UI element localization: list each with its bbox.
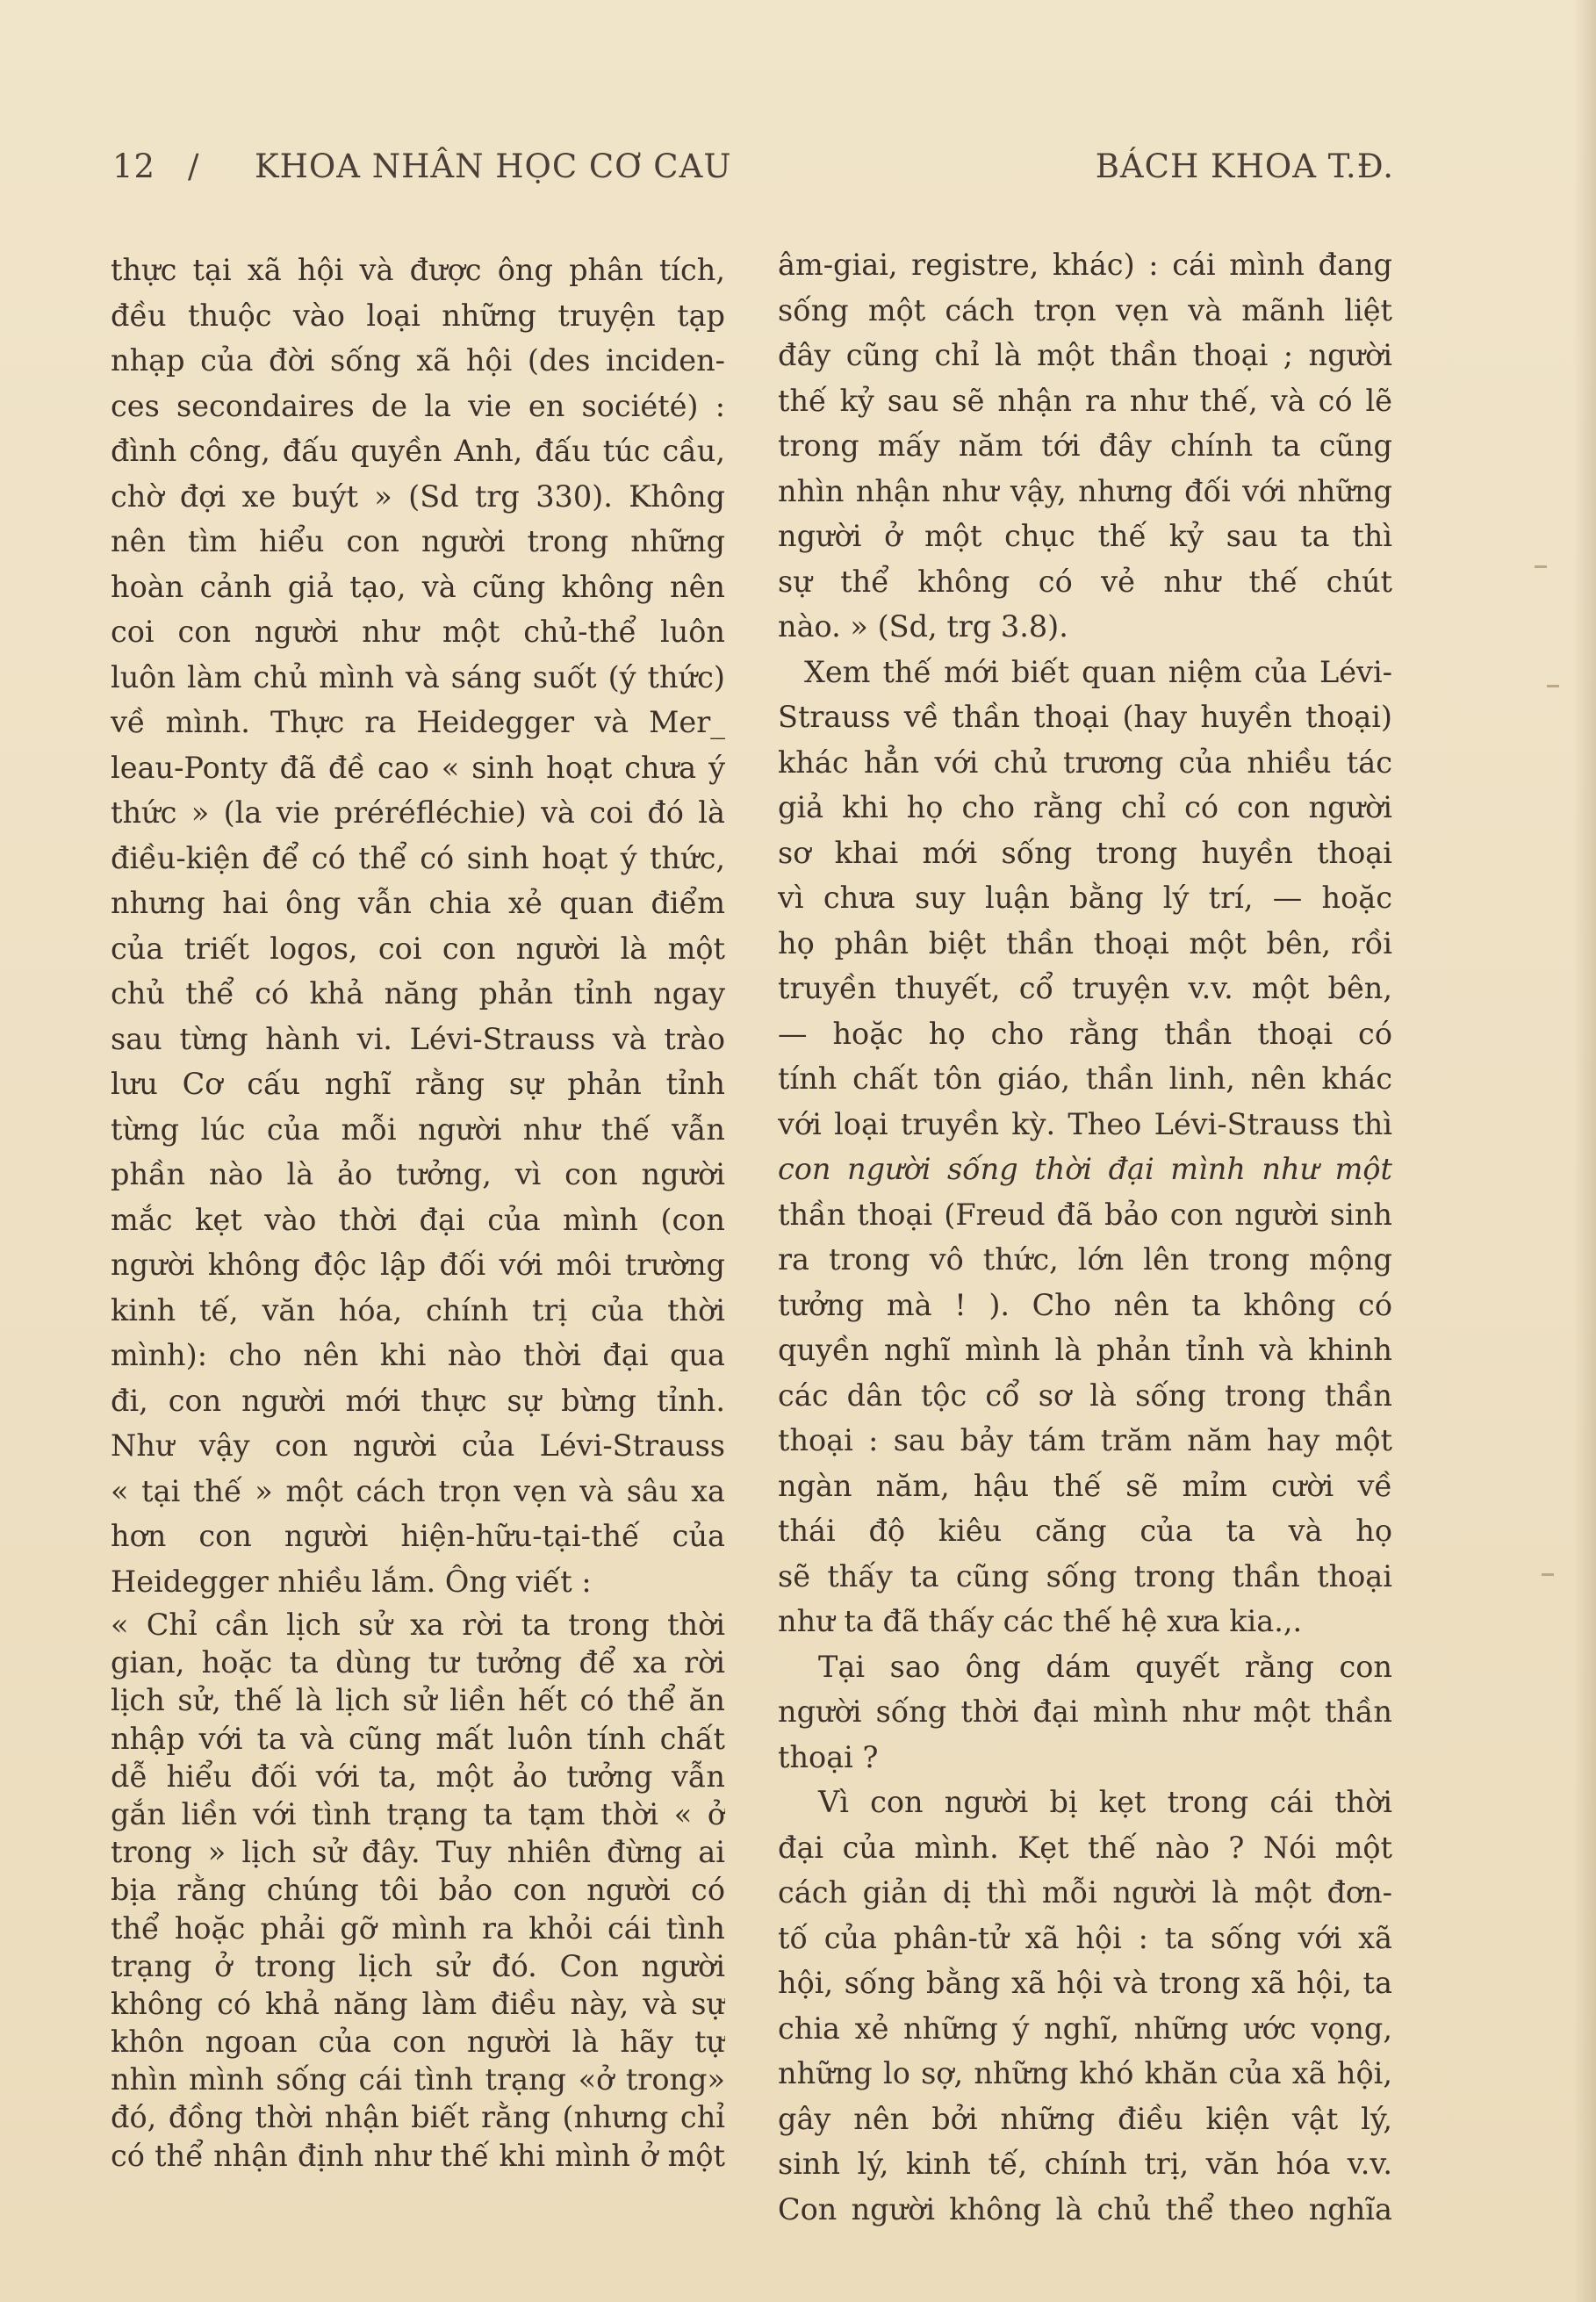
text-line: coi con người như một chủ-thể luôn — [111, 615, 725, 649]
text-line: sinh lý, kinh tế, chính trị, văn hóa v.v. — [778, 2147, 1392, 2181]
header-separator: / — [188, 147, 200, 185]
text-line: mình): cho nên khi nào thời đại qua — [111, 1338, 725, 1372]
text-line: Strauss về thần thoại (hay huyền thoại) — [778, 700, 1392, 734]
text-line: Vì con người bị kẹt trong cái thời — [818, 1785, 1392, 1819]
quote-line: bịa rằng chúng tôi bảo con người có — [111, 1873, 725, 1908]
text-line: các dân tộc cổ sơ là sống trong thần — [778, 1378, 1392, 1413]
text-line: Con người không là chủ thể theo nghĩa — [778, 2191, 1392, 2226]
text-line: Heidegger nhiều lắm. Ông viết : — [111, 1564, 592, 1599]
text-line: thoại : sau bảy tám trăm năm hay một — [778, 1423, 1392, 1457]
text-line: thực tại xã hội và được ông phân tích, — [111, 253, 725, 287]
text-line: cách giản dị thì mỗi người là một đơn- — [778, 1875, 1392, 1910]
margin-mark — [1547, 685, 1559, 687]
text-line: luôn làm chủ mình và sáng suốt (ý thức) — [111, 659, 725, 694]
text-line: chủ thể có khả năng phản tỉnh ngay — [111, 976, 725, 1011]
quote-line: nhìn mình sống cái tình trạng «ở trong» — [111, 2062, 725, 2097]
quote-line: « Chỉ cần lịch sử xa rời ta trong thời — [111, 1608, 725, 1642]
text-line: sống một cách trọn vẹn và mãnh liệt — [778, 292, 1392, 327]
text-line: vì chưa suy luận bằng lý trí, — hoặc — [778, 881, 1392, 915]
text-line: nên tìm hiểu con người trong những — [111, 524, 725, 558]
text-line: người sống thời đại mình như một thần — [778, 1694, 1392, 1729]
quote-line: trong » lịch sử đây. Tuy nhiên đừng ai — [111, 1835, 725, 1870]
quote-line: trạng ở trong lịch sử đó. Con người — [111, 1948, 725, 1983]
text-line: hơn con người hiện-hữu-tại-thế của — [111, 1519, 725, 1553]
text-line: về mình. Thực ra Heidegger và Mer_ — [111, 705, 725, 739]
text-line: từng lúc của mỗi người như thế vẫn — [111, 1111, 725, 1147]
text-line: — hoặc họ cho rằng thần thoại có — [778, 1016, 1392, 1051]
text-line: nhìn nhận như vậy, nhưng đối với những — [778, 473, 1392, 508]
text-line: sơ khai mới sống trong huyền thoại — [778, 835, 1392, 870]
text-line: leau-Ponty đã đề cao « sinh hoạt chưa ý — [111, 750, 725, 785]
quote-line: gắn liền với tình trạng ta tạm thời « ở — [111, 1796, 725, 1831]
text-line: những lo sợ, những khó khăn của xã hội, — [778, 2056, 1392, 2090]
text-line: trong mấy năm tới đây chính ta cũng — [778, 428, 1392, 463]
text-line: ngàn năm, hậu thế sẽ mỉm cười về — [778, 1468, 1392, 1503]
text-line: gây nên bởi những điều kiện vật lý, — [778, 2101, 1392, 2136]
text-line: điều-kiện để có thể có sinh hoạt ý thức, — [111, 840, 725, 875]
text-line: quyền nghĩ mình là phản tỉnh và khinh — [778, 1333, 1392, 1367]
quote-line: gian, hoặc ta dùng tư tưởng để xa rời — [111, 1645, 725, 1680]
text-line: thái độ kiêu căng của ta và họ — [778, 1514, 1392, 1548]
text-line: tưởng mà ! ). Cho nên ta không có — [778, 1287, 1392, 1322]
text-line: phần nào là ảo tưởng, vì con người — [111, 1157, 725, 1191]
text-line: đại của mình. Kẹt thế nào ? Nói một — [778, 1830, 1392, 1865]
text-line: Như vậy con người của Lévi-Strauss — [111, 1428, 725, 1463]
text-line: họ phân biệt thần thoại một bên, rồi — [778, 925, 1392, 960]
text-line: ra trong vô thức, lớn lên trong mộng — [778, 1242, 1392, 1277]
quote-line: đó, đồng thời nhận biết rằng (nhưng chỉ — [111, 2100, 725, 2135]
text-line: của triết logos, coi con người là một — [111, 931, 725, 966]
quote-line: lịch sử, thế là lịch sử liền hết có thể ăn — [111, 1683, 725, 1718]
text-line: lưu Cơ cấu nghĩ rằng sự phản tỉnh — [111, 1067, 725, 1101]
journal-name: BÁCH KHOA T.Đ. — [1095, 147, 1394, 185]
text-line: hội, sống bằng xã hội và trong xã hội, ta — [778, 1966, 1392, 2000]
text-line: nhưng hai ông vẫn chia xẻ quan điểm — [111, 886, 725, 920]
text-line: nào. » (Sd, trg 3.8). — [778, 609, 1068, 644]
quote-line: dễ hiểu đối với ta, một ảo tưởng vẫn — [111, 1759, 725, 1794]
article-title: KHOA NHÂN HỌC CƠ CAU — [255, 147, 732, 185]
text-line: người không độc lập đối với môi trường — [111, 1248, 725, 1282]
text-line: khác hẳn với chủ trương của nhiều tác — [778, 745, 1392, 780]
quote-line: nhập với ta và cũng mất luôn tính chất — [111, 1721, 725, 1756]
text-line: thế kỷ sau sẽ nhận ra như thế, và có lẽ — [778, 383, 1392, 418]
page-number: 12 — [112, 147, 156, 185]
text-line: như ta đã thấy các thế hệ xưa kia.,. — [778, 1604, 1303, 1638]
text-line: đình công, đấu quyền Anh, đấu túc cầu, — [111, 434, 725, 468]
margin-mark — [1542, 1573, 1554, 1576]
text-line: với loại truyền kỳ. Theo Lévi-Strauss thì — [778, 1106, 1392, 1141]
quote-line: thể hoặc phải gỡ mình ra khỏi cái tình — [111, 1910, 725, 1946]
text-line: kinh tế, văn hóa, chính trị của thời — [111, 1292, 725, 1327]
text-line: truyền thuyết, cổ truyện v.v. một bên, — [778, 971, 1392, 1005]
text-line: tính chất tôn giáo, thần linh, nên khác — [778, 1061, 1392, 1096]
text-line: Tại sao ông dám quyết rằng con — [818, 1649, 1392, 1684]
text-line: sẽ thấy ta cũng sống trong thần thoại — [778, 1558, 1392, 1593]
text-line: thức » (la vie préréfléchie) và coi đó là — [111, 795, 725, 830]
text-line: Xem thế mới biết quan niệm của Lévi- — [804, 654, 1392, 689]
text-line: ces secondaires de la vie en société) : — [111, 388, 725, 423]
text-line: con người sống thời đại mình như một — [778, 1152, 1392, 1186]
text-line: giả khi họ cho rằng chỉ có con người — [778, 790, 1392, 824]
text-line: chờ đợi xe buýt » (Sd trg 330). Không — [111, 478, 725, 514]
text-line: đi, con người mới thực sự bừng tỉnh. — [111, 1383, 725, 1418]
text-line: hoàn cảnh giả tạo, và cũng không nên — [111, 569, 725, 604]
text-line: mắc kẹt vào thời đại của mình (con — [111, 1202, 725, 1237]
text-line: sự thể không có vẻ như thế chút — [778, 564, 1392, 599]
quote-line: khôn ngoan của con người là hãy tự — [111, 2025, 725, 2060]
text-line: nhạp của đời sống xã hội (des inciden- — [111, 343, 725, 378]
running-header — [112, 147, 1394, 193]
quote-line: không có khả năng làm điều này, và sự — [111, 1986, 725, 2021]
text-line: « tại thế » một cách trọn vẹn và sâu xa — [111, 1473, 725, 1508]
text-line: thần thoại (Freud đã bảo con người sinh — [778, 1197, 1392, 1232]
text-line: chia xẻ những ý nghĩ, những ước vọng, — [778, 2011, 1392, 2046]
page-edge-shadow — [1573, 0, 1596, 2302]
text-line: người ở một chục thế kỷ sau ta thì — [778, 519, 1392, 553]
text-line: âm-giai, registre, khác) : cái mình đang — [778, 248, 1392, 282]
text-line: thoại ? — [778, 1739, 879, 1774]
text-line: đều thuộc vào loại những truyện tạp — [111, 298, 725, 333]
margin-mark — [1535, 565, 1547, 568]
quote-line: có thể nhận định như thế khi mình ở một — [111, 2138, 725, 2173]
block-quote — [111, 1606, 725, 2175]
text-line: đây cũng chỉ là một thần thoại ; người — [778, 338, 1392, 372]
text-line: sau từng hành vi. Lévi-Strauss và trào — [111, 1021, 725, 1056]
right-text-column — [778, 242, 1392, 2232]
left-text-column — [111, 248, 725, 2175]
text-line: tố của phân-tử xã hội : ta sống với xã — [778, 1920, 1392, 1955]
